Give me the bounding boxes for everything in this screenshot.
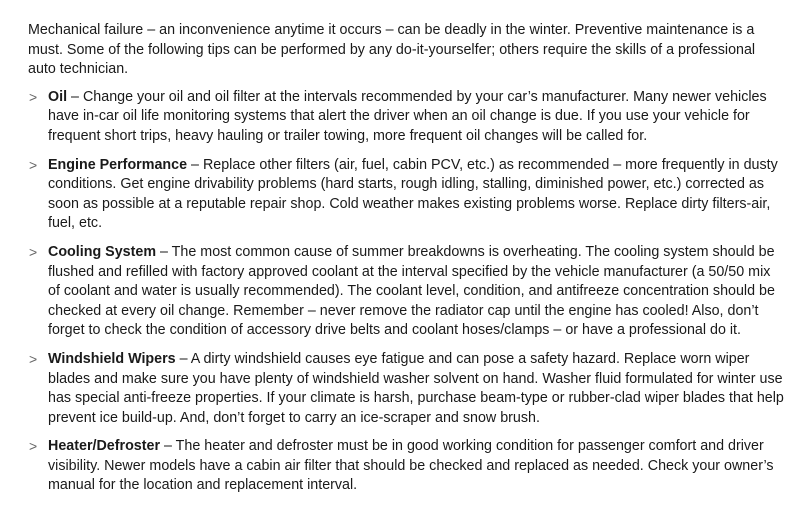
tip-title: Windshield Wipers <box>48 350 176 367</box>
tip-item-cooling-system <box>28 243 784 341</box>
tip-text: – Change your oil and oil filter at the intervals recommended by your car’s manufacturer. Many newer vehicles have in-car oil life monitoring systems that alert the driver when an oil change is due. If you use your vehicle for frequent short trips, heavy hauling or trailer towing, more frequent oil changes will be called for. <box>48 88 767 144</box>
chevron-right-icon: > <box>29 350 38 367</box>
maintenance-tips-list <box>28 88 784 496</box>
chevron-right-icon: > <box>29 88 38 105</box>
tip-title: Engine Performance <box>48 156 188 173</box>
chevron-right-icon: > <box>29 438 38 455</box>
tip-item-heater-defroster <box>28 437 784 496</box>
tip-text: – The most common cause of summer breakdowns is overheating. The cooling system should be flushed and refilled with factory approved coolant at the interval specified by the vehicle manufacturer (a 50/50 mix of coolant and water is usually recommended). The coolant level, condition, and antifreeze concentration should be checked at every oil change. Remember – never remove the radiator cap until the engine has cooled! Also, don’t forget to check the condition of accessory drive belts and coolant hoses/clamps – or have a professional do it. <box>48 243 775 339</box>
tip-title: Heater/Defroster <box>48 438 161 455</box>
tip-text: – A dirty windshield causes eye fatigue and can pose a safety hazard. Replace worn wiper blades and make sure you have plenty of windshield washer solvent on hand. Washer fluid formulated for winter use has special anti-freeze properties. If your climate is harsh, purchase beam-type or rubber-clad wiper blades that help prevent ice build-up. And, don’t forget to carry an ice-scraper and snow brush. <box>48 350 784 426</box>
tip-title: Cooling System <box>48 243 157 260</box>
tip-item-windshield-wipers <box>28 350 784 428</box>
tip-item-oil <box>28 88 784 147</box>
chevron-right-icon: > <box>29 243 38 260</box>
chevron-right-icon: > <box>29 156 38 173</box>
tip-text: – The heater and defroster must be in good working condition for passenger comfort and driver visibility. Newer models have a cabin air filter that should be checked and replaced as needed. Check your owner’s manual for the location and replacement interval. <box>48 438 774 494</box>
tip-title: Oil <box>48 88 68 105</box>
tip-text: – Replace other filters (air, fuel, cabin PCV, etc.) as recommended – more frequently in dusty conditions. Get engine drivability problems (hard starts, rough idling, stalling, diminished power, etc.) corrected as soon as possible at a reputable repair shop. Cold weather makes existing problems worse. Replace dirty filters-air, fuel, etc. <box>48 156 778 232</box>
tip-item-engine-performance <box>28 156 784 234</box>
intro-paragraph: Mechanical failure – an inconvenience anytime it occurs – can be deadly in the winter. Preventive maintenance is a must. Some of the following tips can be performed by any do-it-yourselfer; others require the skills of a professional auto technician. <box>28 22 756 78</box>
